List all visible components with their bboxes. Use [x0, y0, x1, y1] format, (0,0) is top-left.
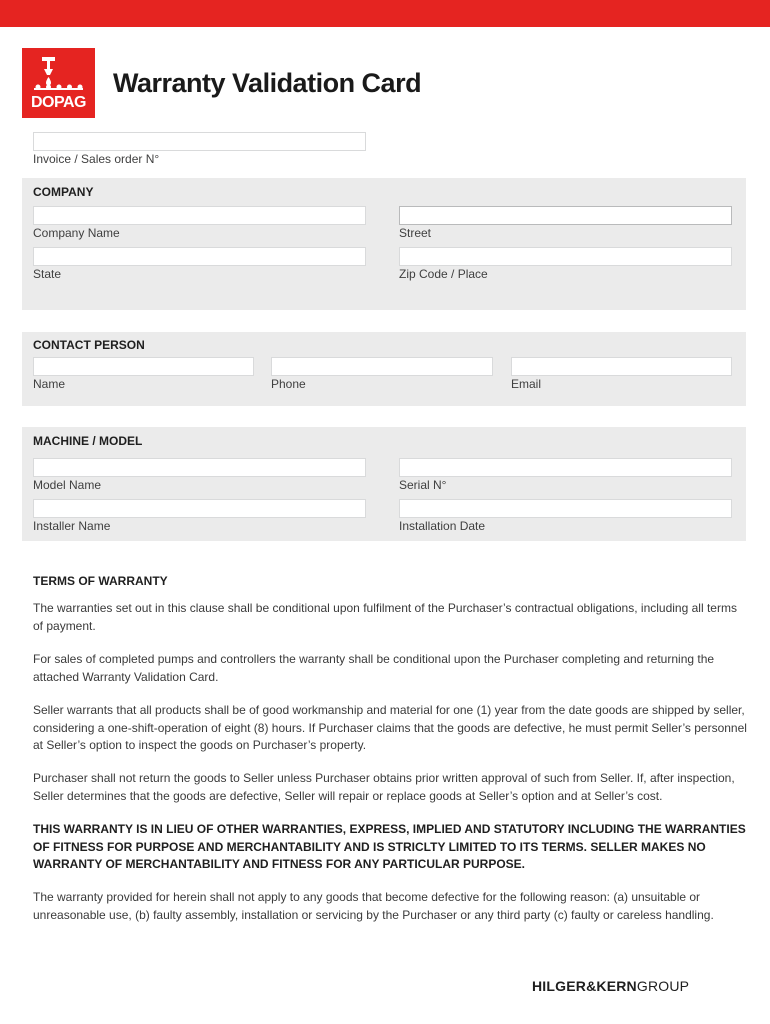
- company-name-input[interactable]: [33, 206, 366, 225]
- terms-paragraph-4: Purchaser shall not return the goods to Seller unless Purchaser obtains prior written approval of such from Seller. If, after inspection, Seller determines that the goods are defective, Seller will repair or replace goods at Seller’s option and at Seller’s cost.: [33, 771, 735, 803]
- installation-date-label: Installation Date: [399, 519, 486, 533]
- model-name-label: Model Name: [33, 478, 102, 492]
- terms-paragraph-6: The warranty provided for herein shall not apply to any goods that become defective for the following reason: (a) unsuitable or unreasonable use, (b) faulty assembly, installation or servicing by the Purchaser or any third party (c) faulty or careless handling.: [33, 890, 714, 922]
- invoice-input[interactable]: [33, 132, 366, 151]
- model-name-input[interactable]: [33, 458, 366, 477]
- serial-input[interactable]: [399, 458, 732, 477]
- machine-section: [22, 427, 746, 541]
- terms-paragraph-2: For sales of completed pumps and controllers the warranty shall be conditional upon the Purchaser completing and returning the attached Warranty Validation Card.: [33, 652, 715, 684]
- company-section: [22, 178, 746, 310]
- email-input[interactable]: [511, 357, 732, 376]
- zip-input[interactable]: [399, 247, 732, 266]
- footer-logo-regular: GROUP: [636, 978, 690, 994]
- zip-label: Zip Code / Place: [399, 267, 488, 281]
- state-label: State: [33, 267, 62, 281]
- street-input[interactable]: [399, 206, 732, 225]
- footer-logo-bold: HILGER&KERN: [532, 978, 637, 994]
- page-title: Warranty Validation Card: [113, 68, 422, 98]
- top-red-bar: [0, 0, 770, 27]
- contact-name-input[interactable]: [33, 357, 254, 376]
- contact-heading: CONTACT PERSON: [33, 338, 145, 352]
- contact-section: [22, 332, 746, 406]
- installer-name-label: Installer Name: [33, 519, 111, 533]
- hilger-kern-group-logo: [532, 978, 689, 994]
- installer-name-input[interactable]: [33, 499, 366, 518]
- machine-heading: MACHINE / MODEL: [33, 434, 143, 448]
- company-heading: COMPANY: [33, 185, 94, 199]
- company-name-label: Company Name: [33, 226, 120, 240]
- email-label: Email: [511, 377, 542, 391]
- terms-paragraph-3: Seller warrants that all products shall be of good workmanship and material for one (1) year from the date goods are shipped by seller, considering a one-shift-operation of eight (8) hours. If Purchaser claims that the goods are defective, he must permit Seller’s personnel at Seller’s option to inspect the goods on Purchaser’s property.: [33, 703, 747, 753]
- dopag-logo: [22, 48, 95, 118]
- invoice-label: Invoice / Sales order N°: [33, 152, 160, 166]
- terms-heading: TERMS OF WARRANTY: [33, 574, 168, 588]
- serial-label: Serial N°: [399, 478, 447, 492]
- phone-label: Phone: [271, 377, 306, 391]
- contact-name-label: Name: [33, 377, 66, 391]
- installation-date-input[interactable]: [399, 499, 732, 518]
- terms-paragraph-5: THIS WARRANTY IS IN LIEU OF OTHER WARRANTIES, EXPRESS, IMPLIED AND STATUTORY INCLUDING THE WARRANTIES OF FITNESS FOR PURPOSE AND MERCHANTABILITY AND IS STRICLTY LIMITED TO ITS TERMS. SELLER MAKES NO WARRANTY OF MERCHANTABILITY AND FITNESS FOR ANY PARTICULAR PURPOSE.: [33, 822, 746, 872]
- street-label: Street: [399, 226, 432, 240]
- phone-input[interactable]: [271, 357, 493, 376]
- logo-text: DOPAG: [31, 94, 86, 111]
- state-input[interactable]: [33, 247, 366, 266]
- terms-paragraph-1: The warranties set out in this clause shall be conditional upon fulfilment of the Purchaser’s contractual obligations, including all terms of payment.: [33, 601, 737, 633]
